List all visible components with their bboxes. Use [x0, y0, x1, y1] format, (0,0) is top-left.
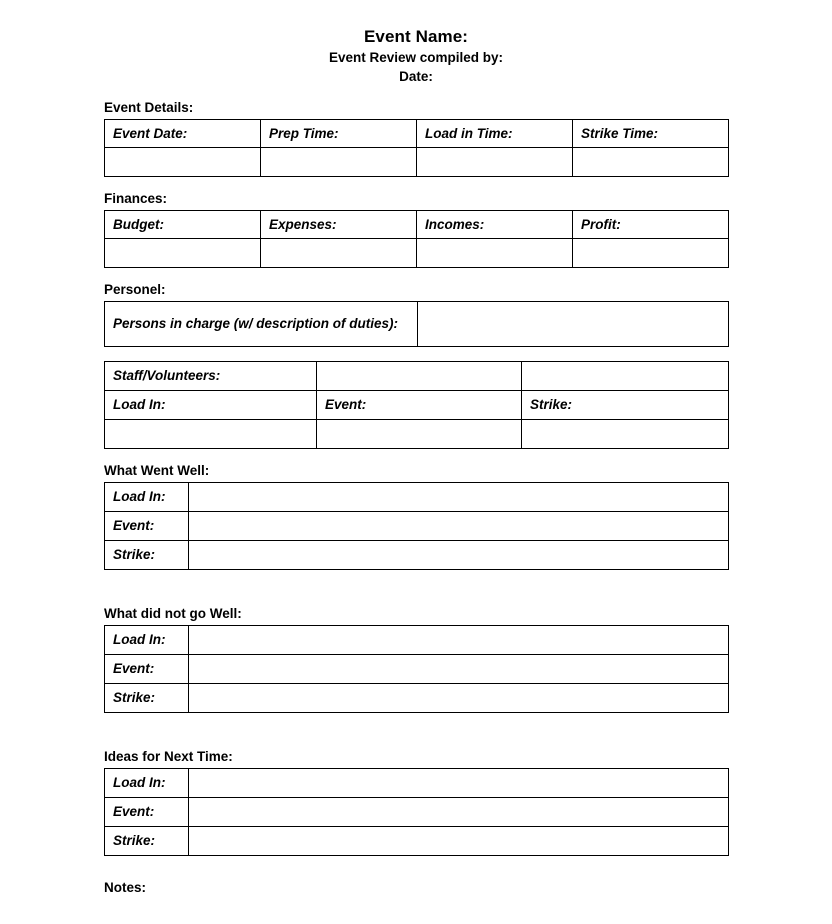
- not-well-event-label: Event:: [105, 655, 189, 684]
- ideas-event-field[interactable]: [189, 798, 729, 827]
- went-well-load-in-label: Load In:: [105, 483, 189, 512]
- load-in-time-header: Load in Time:: [417, 120, 573, 148]
- staff-volunteers-table: [104, 361, 729, 449]
- staff-event-field[interactable]: [317, 420, 522, 449]
- not-well-event-field[interactable]: [189, 655, 729, 684]
- budget-field[interactable]: [105, 239, 261, 268]
- table-row: [105, 769, 729, 798]
- not-well-load-in-field[interactable]: [189, 626, 729, 655]
- ideas-strike-field[interactable]: [189, 827, 729, 856]
- what-went-well-table: [104, 482, 729, 570]
- table-row: [105, 827, 729, 856]
- table-row: [105, 541, 729, 570]
- event-date-header: Event Date:: [105, 120, 261, 148]
- prep-time-header: Prep Time:: [261, 120, 417, 148]
- staff-load-in-field[interactable]: [105, 420, 317, 449]
- ideas-load-in-label: Load In:: [105, 769, 189, 798]
- finances-table: [104, 210, 729, 268]
- ideas-strike-label: Strike:: [105, 827, 189, 856]
- table-row: [105, 211, 729, 239]
- incomes-header: Incomes:: [417, 211, 573, 239]
- section-gap: [104, 570, 728, 592]
- section-heading-ideas-for-next-time: Ideas for Next Time:: [104, 749, 233, 764]
- what-did-not-go-well-table: [104, 625, 729, 713]
- strike-time-field[interactable]: [573, 148, 729, 177]
- staff-header-right-cell[interactable]: [522, 362, 729, 391]
- expenses-header: Expenses:: [261, 211, 417, 239]
- table-row: [105, 239, 729, 268]
- table-row: [105, 148, 729, 177]
- staff-strike-field[interactable]: [522, 420, 729, 449]
- table-row: [105, 798, 729, 827]
- load-in-time-field[interactable]: [417, 148, 573, 177]
- section-heading-what-did-not-go-well: What did not go Well:: [104, 606, 242, 621]
- expenses-field[interactable]: [261, 239, 417, 268]
- table-row: [105, 391, 729, 420]
- ideas-load-in-field[interactable]: [189, 769, 729, 798]
- budget-header: Budget:: [105, 211, 261, 239]
- table-row: [105, 120, 729, 148]
- profit-header: Profit:: [573, 211, 729, 239]
- not-well-load-in-label: Load In:: [105, 626, 189, 655]
- staff-strike-header: Strike:: [522, 391, 729, 420]
- ideas-event-label: Event:: [105, 798, 189, 827]
- went-well-event-label: Event:: [105, 512, 189, 541]
- event-details-table: [104, 119, 729, 177]
- section-heading-what-went-well: What Went Well:: [104, 463, 210, 478]
- went-well-strike-field[interactable]: [189, 541, 729, 570]
- table-row: [105, 684, 729, 713]
- table-row: [105, 362, 729, 391]
- not-well-strike-label: Strike:: [105, 684, 189, 713]
- table-gap: [104, 347, 728, 361]
- table-row: [105, 626, 729, 655]
- table-row: [105, 302, 729, 347]
- table-row: [105, 512, 729, 541]
- ideas-for-next-time-table: [104, 768, 729, 856]
- prep-time-field[interactable]: [261, 148, 417, 177]
- persons-in-charge-field[interactable]: [418, 302, 729, 347]
- compiled-by-label: Event Review compiled by:: [328, 50, 504, 65]
- persons-in-charge-table: [104, 301, 729, 347]
- strike-time-header: Strike Time:: [573, 120, 729, 148]
- not-well-strike-field[interactable]: [189, 684, 729, 713]
- staff-event-header: Event:: [317, 391, 522, 420]
- staff-volunteers-header: Staff/Volunteers:: [105, 362, 317, 391]
- table-row: [105, 655, 729, 684]
- section-heading-event-details: Event Details:: [104, 100, 194, 115]
- profit-field[interactable]: [573, 239, 729, 268]
- document-header: [104, 0, 728, 86]
- page-title: Event Name:: [363, 27, 469, 46]
- table-row: [105, 420, 729, 449]
- section-heading-personel: Personel:: [104, 282, 166, 297]
- section-heading-notes: Notes:: [104, 880, 147, 895]
- went-well-strike-label: Strike:: [105, 541, 189, 570]
- persons-in-charge-header: Persons in charge (w/ description of duties):: [105, 302, 418, 347]
- table-row: [105, 483, 729, 512]
- incomes-field[interactable]: [417, 239, 573, 268]
- staff-load-in-header: Load In:: [105, 391, 317, 420]
- event-date-field[interactable]: [105, 148, 261, 177]
- staff-header-mid-cell[interactable]: [317, 362, 522, 391]
- section-gap: [104, 713, 728, 735]
- went-well-event-field[interactable]: [189, 512, 729, 541]
- date-label: Date:: [399, 69, 433, 84]
- section-heading-finances: Finances:: [104, 191, 168, 206]
- went-well-load-in-field[interactable]: [189, 483, 729, 512]
